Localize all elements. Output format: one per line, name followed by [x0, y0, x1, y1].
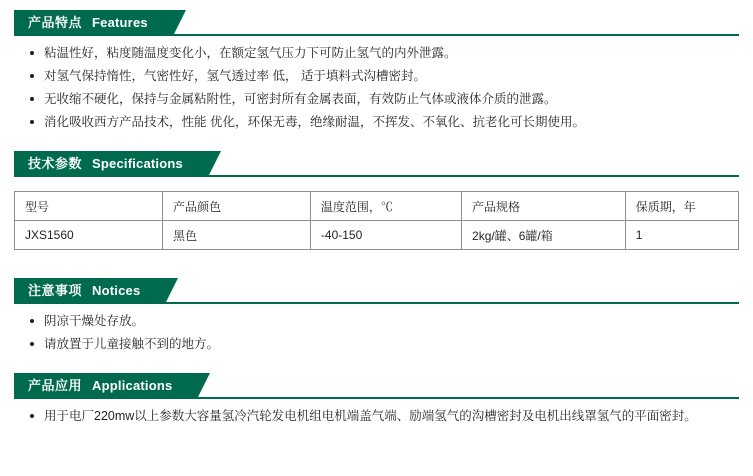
list-item: 粘温性好，粘度随温度变化小，在额定氢气压力下可防止氢气的内外泄露。 [30, 46, 739, 60]
list-item: 请放置于儿童接触不到的地方。 [30, 337, 739, 351]
table-cell: 黑色 [162, 221, 310, 250]
application-list [14, 409, 739, 423]
list-item: 阴凉干燥处存放。 [30, 314, 739, 328]
section-title-cn: 产品特点 [28, 15, 83, 30]
list-item: 无收缩不硬化，保持与金属粘附性，可密封所有金属表面，有效防止气体或液体介质的泄露。 [30, 92, 739, 106]
table-header-cell: 产品颜色 [162, 192, 310, 221]
list-item: 用于电厂220mw以上参数大容量氢冷汽轮发电机组电机端盖气端、励端氢气的沟槽密封及电机出线罩氢气的平面密封。 [30, 409, 739, 423]
specifications-table [14, 191, 739, 250]
section-underline [14, 34, 739, 36]
section-title-en: Features [92, 15, 148, 30]
section-title-en: Specifications [92, 156, 183, 171]
notice-list [14, 314, 739, 351]
table-header-cell: 保质期，年 [625, 192, 738, 221]
section-banner-features [14, 10, 174, 36]
table-cell: JXS1560 [15, 221, 163, 250]
table-header-cell: 温度范围，℃ [310, 192, 461, 221]
table-header-cell: 产品规格 [462, 192, 626, 221]
section-underline [14, 397, 739, 399]
section-specifications [14, 151, 739, 250]
section-header-notices [14, 278, 739, 304]
section-title-en: Notices [92, 283, 141, 298]
section-banner-applications [14, 373, 198, 399]
list-item: 对氢气保持惰性，气密性好，氢气透过率 低， 适于填料式沟槽密封。 [30, 69, 739, 83]
section-applications [14, 373, 739, 423]
table-header-cell: 型号 [15, 192, 163, 221]
feature-list [14, 46, 739, 129]
section-title-en: Applications [92, 378, 173, 393]
section-header-applications [14, 373, 739, 399]
table-header-row [15, 192, 739, 221]
document-page [0, 10, 753, 476]
table-cell: 1 [625, 221, 738, 250]
section-underline [14, 175, 739, 177]
section-notices [14, 278, 739, 351]
section-header-features [14, 10, 739, 36]
table-row [15, 221, 739, 250]
section-header-specifications [14, 151, 739, 177]
table-cell: -40-150 [310, 221, 461, 250]
section-underline [14, 302, 739, 304]
table-cell: 2kg/罐、6罐/箱 [462, 221, 626, 250]
section-features [14, 10, 739, 129]
section-banner-specifications [14, 151, 209, 177]
list-item: 消化吸收西方产品技术，性能 优化，环保无毒，绝缘耐温，不挥发、不氧化、抗老化可长期使用。 [30, 115, 739, 129]
section-banner-notices [14, 278, 166, 304]
section-title-cn: 注意事项 [28, 283, 83, 298]
section-title-cn: 技术参数 [28, 156, 83, 171]
section-title-cn: 产品应用 [28, 378, 83, 393]
